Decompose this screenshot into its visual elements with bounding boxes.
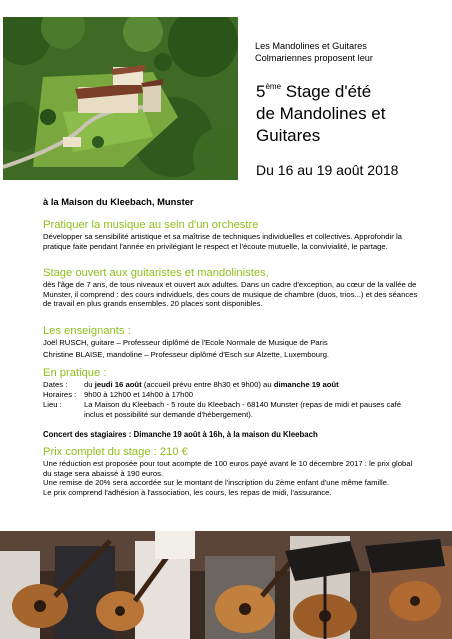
prix-line-3: Le prix comprend l'adhésion à l'association, les cours, les repas de midi, l'assurance.: [43, 487, 332, 497]
title-line-1: Stage d'été: [281, 82, 372, 101]
aerial-photo: [3, 17, 238, 180]
title-number: 5: [256, 82, 266, 101]
page-title: [256, 76, 452, 147]
prix-line-2: Une remise de 20% sera accordée sur le montant de l'inscription du 2ème enfant d'une même famille.: [43, 478, 390, 488]
section-title-ouvert: Stage ouvert aux guitaristes et mandolinistes,: [43, 267, 269, 279]
section-title-enseignants: Les enseignants :: [43, 325, 131, 337]
intro-text: [255, 40, 450, 64]
section-prix: [43, 446, 415, 497]
lieu-value: La Maison du Kleebach - 5 route du Kleebach - 68140 Munster (repas de midi et pauses café inclus et possibilité sur demande d'hébergement).: [84, 400, 402, 419]
title-line-3: Guitares: [256, 126, 321, 145]
concert-info: Concert des stagiaires : Dimanche 19 août à 16h, à la maison du Kleebach: [43, 430, 318, 439]
teacher-line-2: Christine BLAISE, mandoline – Professeur diplômé d'Esch sur Alzette, Luxembourg.: [43, 349, 330, 359]
practical-info-table: [43, 380, 419, 420]
event-location: à la Maison du Kleebach, Munster: [43, 196, 194, 207]
prix-line-1: Une réduction est proposée pour tout acompte de 100 euros payé avant le 10 décembre 2017 : le prix global du stage sera abaissé à 190 euros.: [43, 459, 413, 478]
section-title-orchestre: Pratiquer la musique au sein d'un orchestre: [43, 219, 259, 231]
section-pratique: [43, 367, 423, 420]
intro-line-2: Colmariennes proposent leur: [255, 53, 373, 63]
section-title-prix: Prix complet du stage : 210 €: [43, 446, 188, 458]
info-row-lieu: [43, 400, 419, 420]
section-text-orchestre: Développer sa sensibilité artistique et sa maîtrise de techniques individuelles et collectives. Approfondir la pratique faite pendant l'année en privilégiant le respect et l'écoute mutuelle, la convivialité, le partage.: [43, 232, 402, 251]
section-title-pratique: En pratique :: [43, 367, 107, 379]
event-dates: Du 16 au 19 août 2018: [256, 162, 399, 178]
title-line-2: de Mandolines et: [256, 104, 386, 123]
section-enseignants: [43, 325, 423, 359]
musicians-photo: [0, 531, 452, 639]
intro-line-1: Les Mandolines et Guitares: [255, 41, 367, 51]
section-orchestre: [43, 219, 423, 251]
dates-label: Dates :: [43, 380, 68, 389]
horaires-label: Horaires :: [43, 390, 77, 399]
section-ouvert: [43, 267, 423, 309]
dates-value: du jeudi 16 août (accueil prévu entre 8h30 et 9h00) au dimanche 19 août: [84, 380, 339, 389]
horaires-value: 9h00 à 12h00 et 14h00 à 17h00: [84, 390, 194, 399]
section-text-ouvert: dès l'âge de 7 ans, de tous niveaux et ouvert aux adultes. Dans un cadre d'exception, au cœur de la vallée de Munster, il comprend : des cours individuels, des cours de musique de chambre (duos, trios...) et des séances de travail en plus grands ensembles. 20 places sont disponibles.: [43, 280, 418, 309]
lieu-label: Lieu :: [43, 400, 62, 409]
title-superscript: ème: [265, 82, 282, 91]
info-row-horaires: [43, 390, 419, 400]
info-row-dates: [43, 380, 419, 390]
teacher-line-1: Joël RUSCH, guitare – Professeur diplômé de l'Ecole Normale de Musique de Paris: [43, 338, 328, 347]
